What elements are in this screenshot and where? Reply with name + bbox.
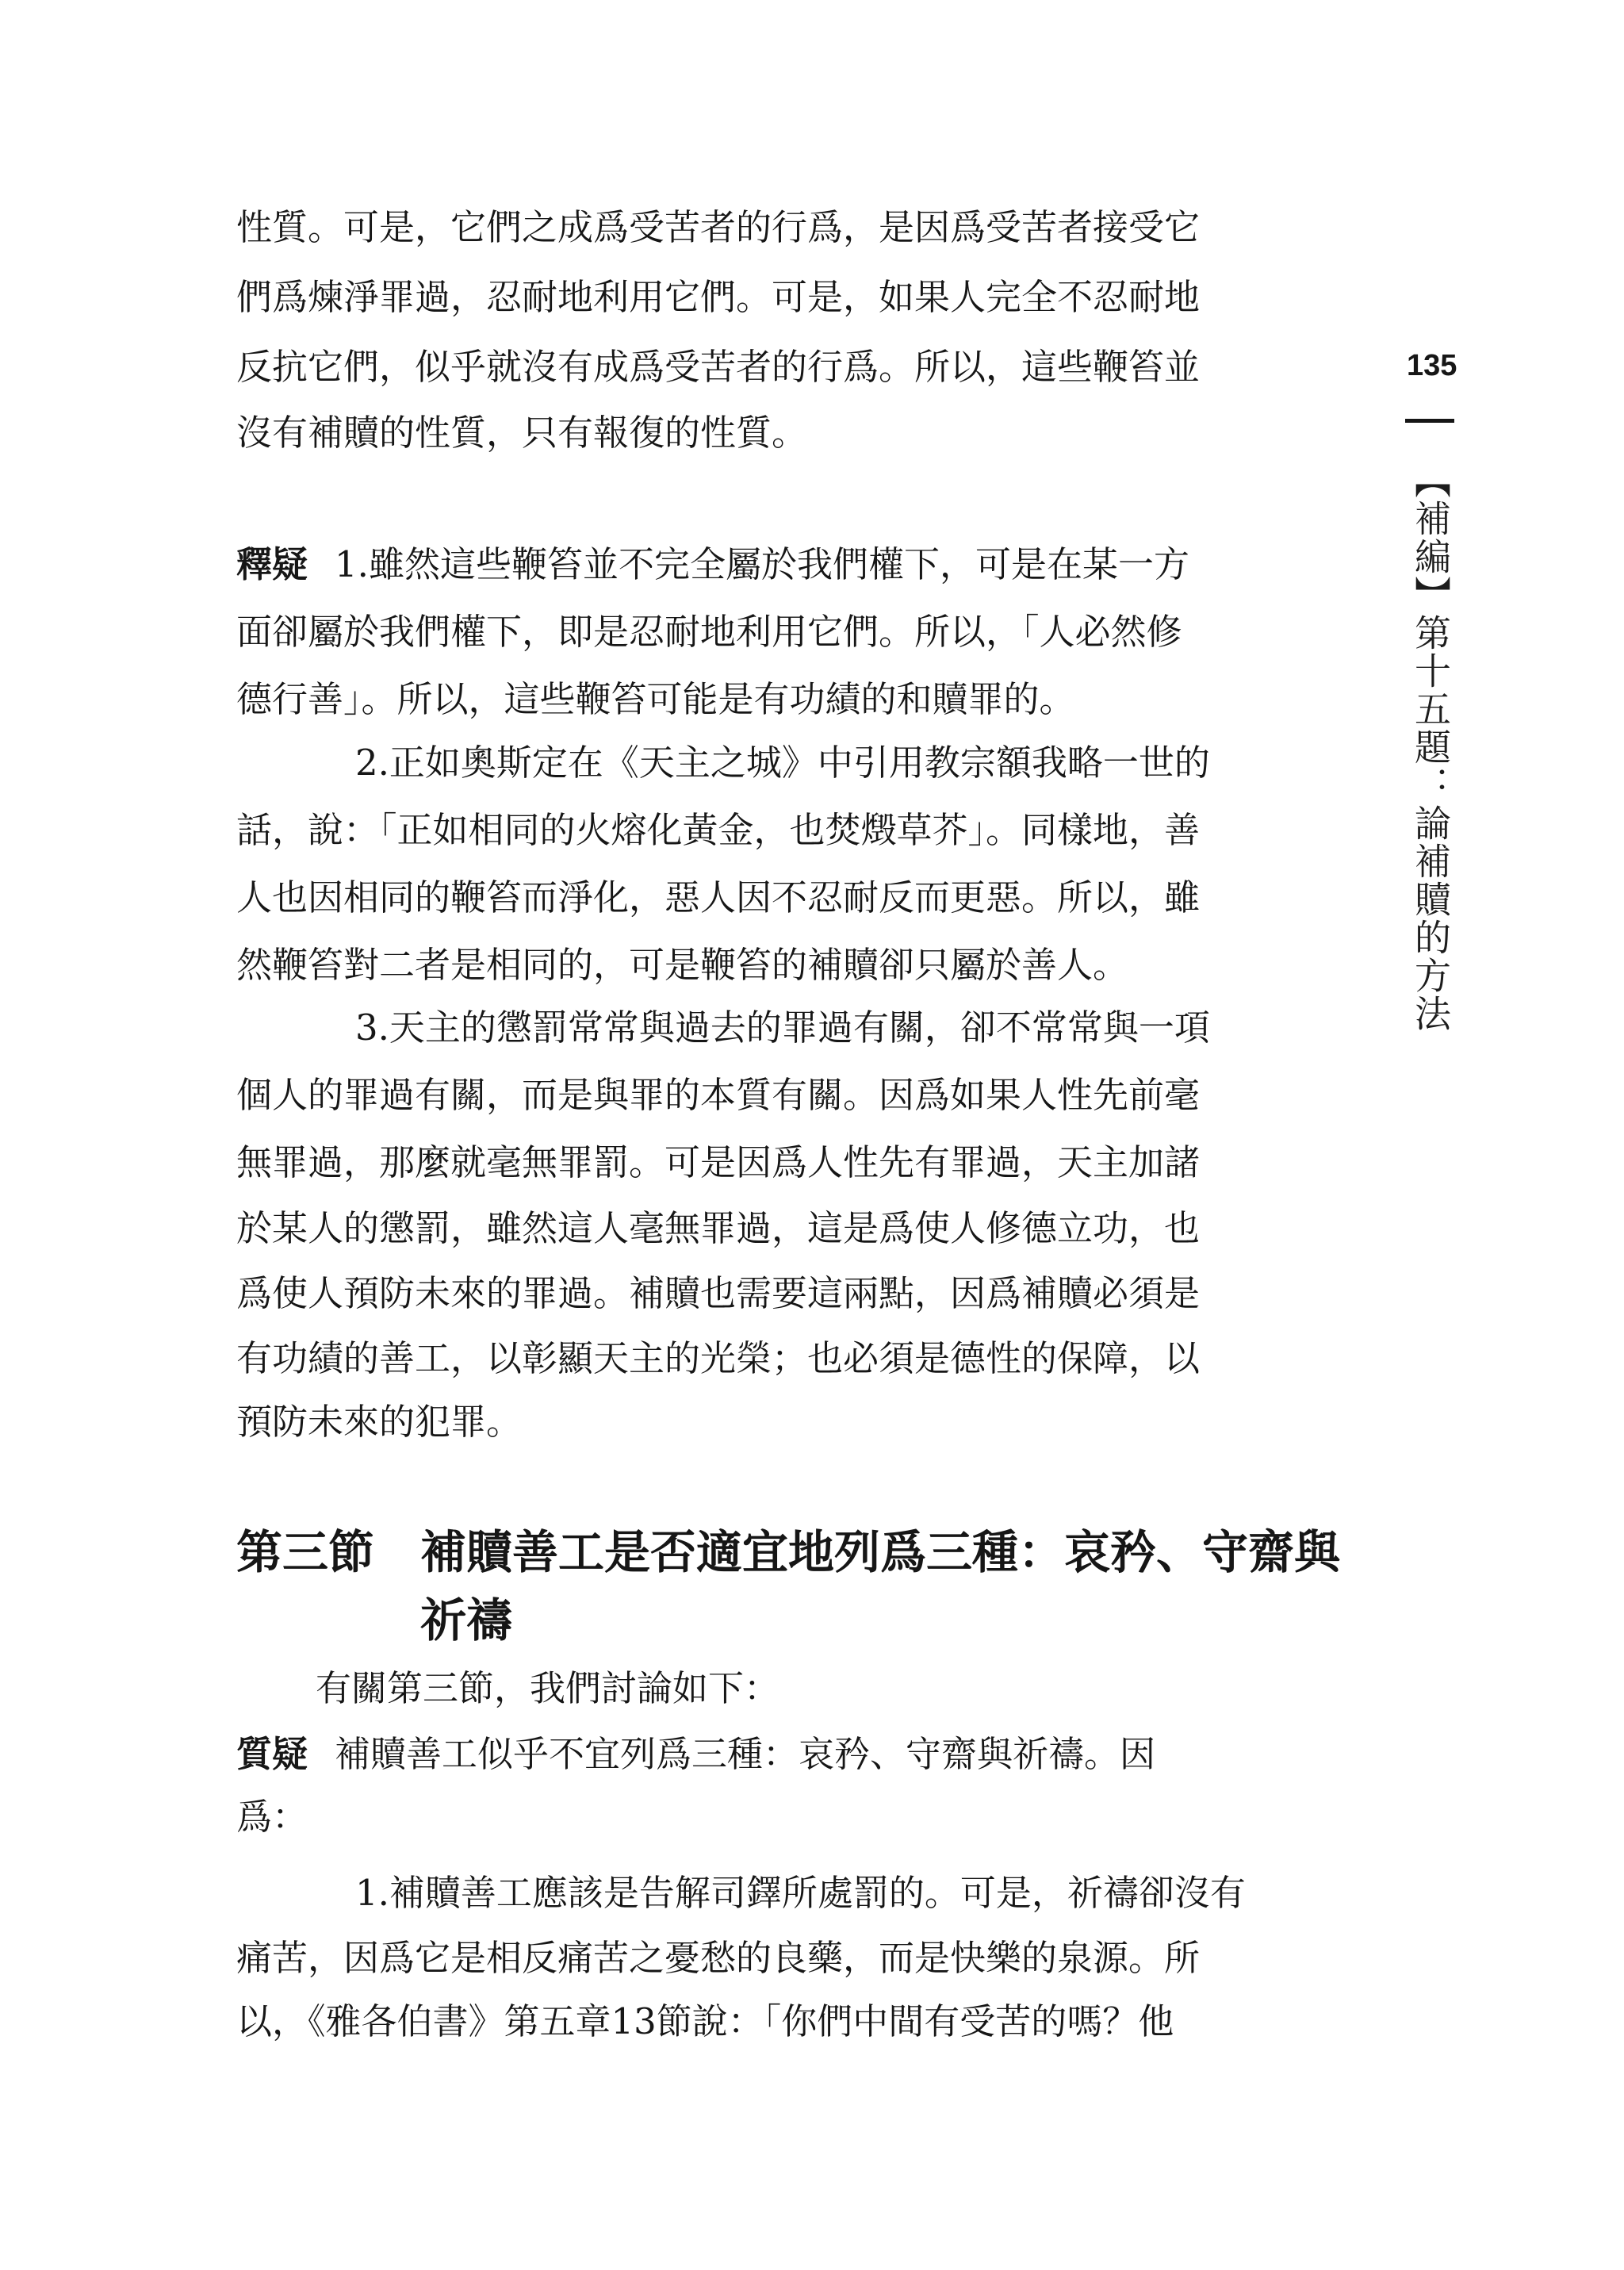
body-line: 3.天主的懲罰常常與過去的罪過有關，卻不常常與一項 (355, 1007, 1210, 1049)
body-line: 爲： (236, 1796, 308, 1838)
body-line: 話，說：「正如相同的火熔化黃金，也焚燬草芥」。同樣地，善 (236, 809, 1201, 851)
body-line: 2.正如奧斯定在《天主之城》中引用教宗額我略一世的 (355, 742, 1210, 784)
running-head: 【補編】第十五題：論補贖的方法 (1409, 462, 1452, 1033)
body-line: 性質。可是，它們之成爲受苦者的行爲，是因爲受苦者接受它 (236, 206, 1201, 248)
body-line: 於某人的懲罰，雖然這人毫無罪過，這是爲使人修德立功，也 (236, 1207, 1201, 1249)
body-line: 個人的罪過有關，而是與罪的本質有關。因爲如果人性先前毫 (236, 1074, 1201, 1116)
section-title-line-2: 祈禱 (420, 1593, 513, 1647)
body-line: 爲使人預防未來的罪過。補贖也需要這兩點，因爲補贖必須是 (236, 1272, 1201, 1314)
body-line: 有功績的善工，以彰顯天主的光榮；也必須是德性的保障，以 (236, 1337, 1201, 1379)
body-line: 人也因相同的鞭笞而淨化，惡人因不忍耐反而更惡。所以，雖 (236, 876, 1201, 918)
section-number: 第三節 (236, 1525, 375, 1579)
page-number: 135 (1407, 349, 1457, 382)
body-line: 以，《雅各伯書》第五章13節說：「你們中間有受苦的嗎？他 (236, 2000, 1174, 2042)
reply-label: 釋疑 (236, 543, 308, 585)
body-line: 面卻屬於我們權下，即是忍耐地利用它們。所以，「人必然修 (236, 611, 1182, 653)
body-line: 1.補贖善工應該是告解司鐸所處罰的。可是，祈禱卻沒有 (355, 1872, 1246, 1914)
body-line: 補贖善工似乎不宜列爲三種：哀矜、守齋與祈禱。因 (335, 1733, 1156, 1775)
section-intro: 有關第三節，我們討論如下： (316, 1667, 780, 1709)
body-line: 們爲煉淨罪過，忍耐地利用它們。可是，如果人完全不忍耐地 (236, 276, 1201, 318)
body-line: 反抗它們，似乎就沒有成爲受苦者的行爲。所以，這些鞭笞並 (236, 346, 1201, 388)
body-line: 然鞭笞對二者是相同的，可是鞭笞的補贖卻只屬於善人。 (236, 944, 1129, 986)
body-line: 1.雖然這些鞭笞並不完全屬於我們權下，可是在某一方 (335, 543, 1189, 585)
running-head-rule (1405, 419, 1454, 423)
body-line: 預防未來的犯罪。 (236, 1401, 523, 1443)
body-line: 無罪過，那麼就毫無罪罰。可是因爲人性先有罪過，天主加諸 (236, 1141, 1201, 1183)
objection-label: 質疑 (236, 1733, 308, 1775)
body-line: 沒有補贖的性質，只有報復的性質。 (236, 412, 808, 454)
body-line: 德行善」。所以，這些鞭笞可能是有功績的和贖罪的。 (236, 678, 1075, 720)
objection-first-line (236, 1731, 1155, 1777)
reply-first-line (236, 542, 1189, 588)
section-title-line-1: 補贖善工是否適宜地列爲三種：哀矜、守齋與 (420, 1525, 1341, 1579)
body-line: 痛苦，因爲它是相反痛苦之憂愁的良藥，而是快樂的泉源。所 (236, 1937, 1201, 1979)
